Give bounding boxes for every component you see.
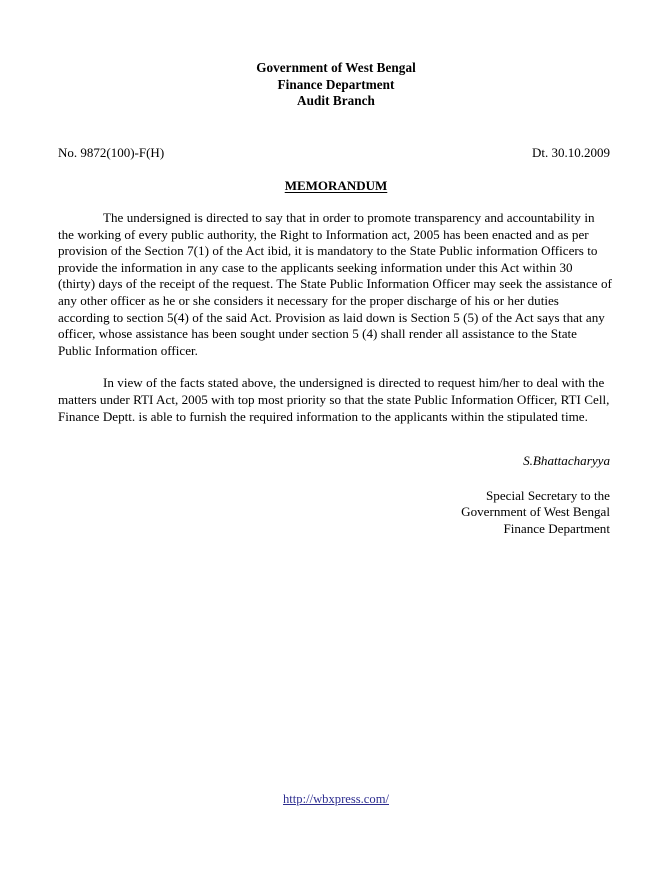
page-title [0, 177, 672, 195]
letterhead-line-department: Finance Department [277, 76, 395, 92]
footer [0, 790, 672, 808]
signature-block [58, 453, 610, 537]
letterhead [0, 60, 672, 110]
designation-block [58, 488, 610, 538]
designation-line-title: Special Secretary to the [486, 487, 610, 503]
body-paragraph-2: In view of the facts stated above, the undersigned is directed to request him/her to deal with the matters under RTI Act, 2005 with top most priority so that the state Public Information Officer, RTI Cell, Finance Deptt. is able to furnish the required information to the applicants within the stipulated time. [58, 375, 610, 424]
source-link[interactable]: http://wbxpress.com/ [283, 792, 389, 806]
signatory-name: S.Bhattacharyya [523, 453, 610, 468]
document-body [58, 210, 612, 441]
memorandum-heading: MEMORANDUM [284, 178, 388, 193]
letterhead-line-government: Government of West Bengal [256, 60, 416, 75]
designation-line-department: Finance Department [503, 520, 610, 536]
body-paragraph-1: The undersigned is directed to say that in order to promote transparency and accountability in the working of every public authority, the Right to Information act, 2005 has been enacted and as per provision of the Section 7(1) of the Act ibid, it is mandatory to the State Public information Officers to provide the information in any case to the applicants seeking information under this Act within 30 (thirty) days of the receipt of the request. The State Public Information Officer may seek the assistance of any other officer as he or she considers it necessary for the proper discharge of his or her duties according to section 5(4) of the said Act. Provision as laid down is Section 5 (5) of the Act says that any officer, whose assistance has been sought under section 5 (4) shall render all assistance to the State Public Information officer. [58, 210, 612, 358]
letterhead-line-branch: Audit Branch [297, 93, 375, 108]
reference-row [58, 145, 610, 161]
memo-date: Dt. 30.10.2009 [532, 145, 610, 160]
designation-line-government: Government of West Bengal [461, 504, 610, 520]
memo-number: No. 9872(100)-F(H) [58, 145, 165, 160]
